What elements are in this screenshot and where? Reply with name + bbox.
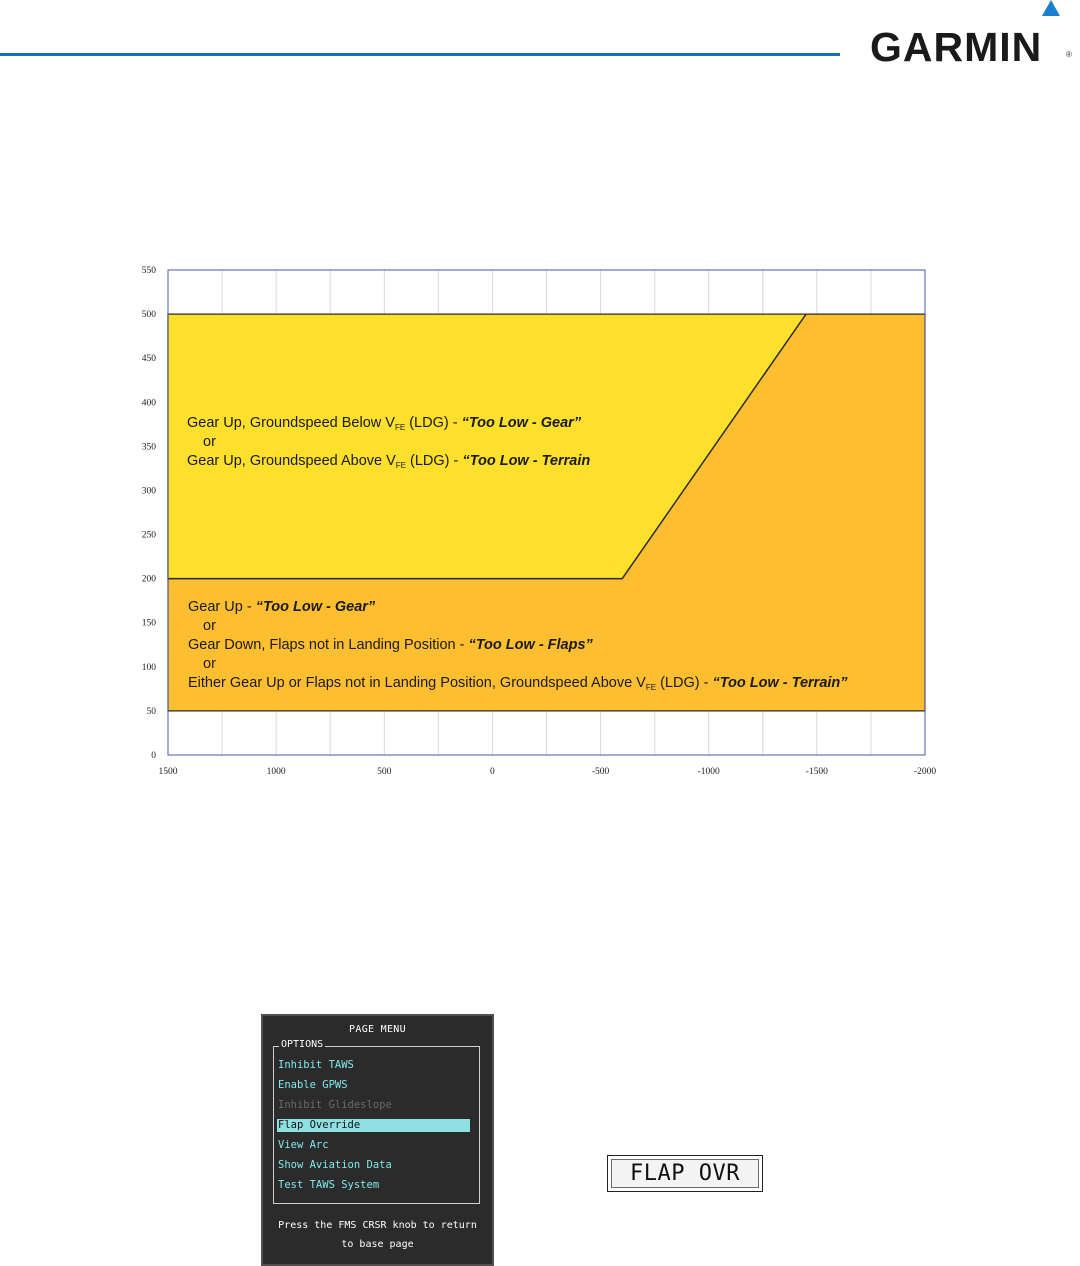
menu-item-flap-override[interactable]: Flap Override bbox=[277, 1119, 470, 1132]
lower-annotation-line2: Gear Down, Flaps not in Landing Position - “Too Low - Flaps” bbox=[188, 637, 593, 653]
flap-ovr-label: FLAP OVR bbox=[611, 1159, 759, 1188]
x-tick-label: -1000 bbox=[697, 767, 720, 777]
menu-item-show-aviation-data[interactable]: Show Aviation Data bbox=[278, 1159, 392, 1171]
menu-item-test-taws-system[interactable]: Test TAWS System bbox=[278, 1179, 380, 1191]
x-tick-label: -1500 bbox=[805, 767, 828, 777]
garmin-logo bbox=[870, 18, 1070, 68]
x-tick-label: 1500 bbox=[158, 767, 178, 777]
page-menu-window bbox=[261, 1014, 494, 1266]
page-menu-title: PAGE MENU bbox=[349, 1024, 406, 1035]
menu-help-text bbox=[263, 1216, 492, 1254]
registered-mark: ® bbox=[1066, 50, 1072, 59]
chart-svg bbox=[130, 258, 950, 788]
y-tick-label: 400 bbox=[141, 398, 156, 409]
menu-item-enable-gpws[interactable]: Enable GPWS bbox=[278, 1079, 348, 1091]
lower-annotation-line3: Either Gear Up or Flaps not in Landing Position, Groundspeed Above $V_{FE}$ (LDG) - “Too Low - Terrain” bbox=[188, 675, 848, 692]
upper-annotation-line2: Gear Up, Groundspeed Above $V_{FE}$ (LDG) - “Too Low - Terrain bbox=[187, 453, 591, 470]
menu-help-line1: Press the FMS CRSR knob to return bbox=[278, 1220, 477, 1231]
x-tick-label: 500 bbox=[377, 767, 392, 777]
flap-ovr-annunciator bbox=[607, 1155, 763, 1192]
garmin-triangle-icon bbox=[1042, 0, 1060, 16]
lower-annotation-or2: or bbox=[203, 656, 216, 672]
x-tick-label: 0 bbox=[490, 767, 495, 777]
y-tick-label: 250 bbox=[141, 530, 156, 541]
y-tick-label: 450 bbox=[141, 354, 156, 365]
menu-item-inhibit-taws[interactable]: Inhibit TAWS bbox=[278, 1059, 354, 1071]
header-rule bbox=[0, 53, 840, 56]
y-tick-label: 350 bbox=[141, 442, 156, 453]
y-tick-label: 500 bbox=[141, 310, 156, 321]
x-tick-label: -2000 bbox=[913, 767, 937, 777]
y-tick-label: 300 bbox=[141, 486, 156, 497]
y-tick-label: 550 bbox=[141, 266, 156, 276]
menu-item-inhibit-glideslope: Inhibit Glideslope bbox=[278, 1099, 392, 1111]
lower-annotation-line1: Gear Up - “Too Low - Gear” bbox=[188, 599, 376, 615]
lower-annotation-or1: or bbox=[203, 618, 216, 634]
y-tick-label: 100 bbox=[141, 662, 156, 673]
y-tick-label: 200 bbox=[141, 574, 156, 585]
options-group-label: OPTIONS bbox=[281, 1039, 324, 1050]
upper-annotation-line1: Gear Up, Groundspeed Below $V_{FE}$ (LDG) - “Too Low - Gear” bbox=[187, 415, 582, 432]
garmin-logo-text: GARMIN bbox=[870, 24, 1043, 70]
x-tick-label: -500 bbox=[591, 767, 610, 777]
x-tick-label: 1000 bbox=[266, 767, 286, 777]
y-tick-label: 50 bbox=[146, 706, 156, 717]
y-tick-label: 0 bbox=[151, 751, 156, 761]
too-low-gear-flaps-chart bbox=[130, 258, 950, 788]
menu-help-line2: to base page bbox=[341, 1239, 414, 1250]
y-tick-label: 150 bbox=[141, 618, 156, 629]
menu-item-view-arc[interactable]: View Arc bbox=[278, 1139, 329, 1151]
upper-annotation-or: or bbox=[203, 434, 216, 450]
